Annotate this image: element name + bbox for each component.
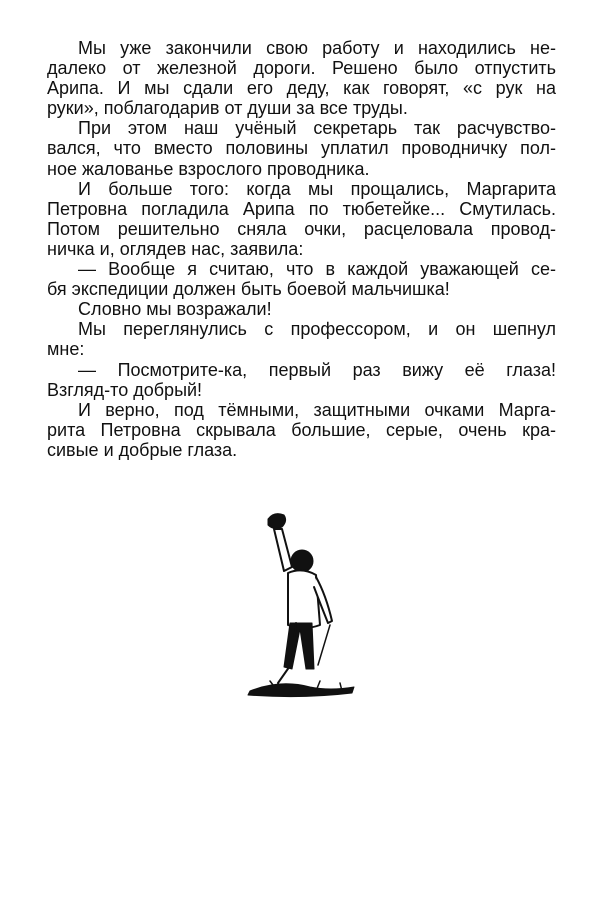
text-line: Мы переглянулись с профессором, и он шепнул	[78, 319, 556, 340]
text-line: — Вообще я считаю, что в каждой уважающей се-	[78, 259, 556, 280]
text-line: При этом наш учёный секретарь так расчувство-	[78, 118, 556, 139]
text-line: И верно, под тёмными, защитными очками Марга-	[78, 399, 556, 420]
boy-waving-cap-illustration	[230, 505, 370, 705]
text-line: бя экспедиции должен быть боевой мальчишка!	[47, 279, 450, 300]
text-line: руки», поблагодарив от души за все труды.	[47, 98, 408, 119]
text-line: И больше того: когда мы прощались, Маргарита	[78, 178, 556, 199]
text-line: Петровна погладила Арипа по тюбетейке... Смутилась.	[47, 198, 556, 219]
text-line: далеко от железной дороги. Решено было отпустить	[47, 58, 556, 79]
page-text	[47, 38, 556, 460]
text-line: сивые и добрые глаза.	[47, 439, 238, 460]
cap-in-hand-icon	[268, 514, 286, 529]
text-line: Взгляд-то добрый!	[47, 379, 203, 400]
text-line: рита Петровна скрывала большие, серые, очень кра-	[47, 419, 556, 440]
text-line: — Посмотрите-ка, первый раз вижу её глаза!	[78, 359, 556, 380]
text-line: Потом решительно сняла очки, расцеловала провод-	[47, 218, 556, 239]
text-line: Арипа. И мы сдали его деду, как говорят, «с рук на	[47, 78, 556, 99]
text-line: Мы уже закончили свою работу и находились не-	[78, 38, 556, 58]
text-line: мне:	[47, 339, 85, 360]
text-line: ное жалованье взрослого проводника.	[47, 158, 370, 179]
text-line: вался, что вместо половины уплатил проводничку пол-	[47, 138, 556, 159]
text-line: Словно мы возражали!	[78, 299, 272, 320]
text-line: ничка и, оглядев нас, заявила:	[47, 238, 304, 259]
